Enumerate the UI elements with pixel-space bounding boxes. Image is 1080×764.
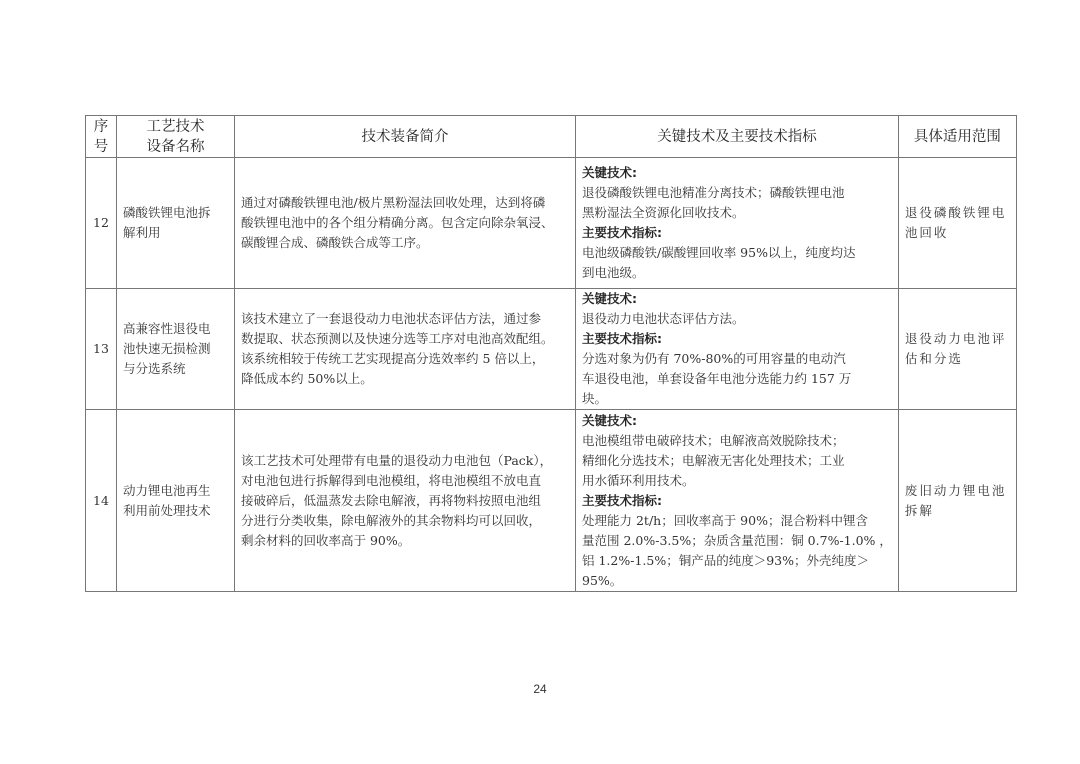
row-number: 13: [86, 289, 117, 410]
page-number: 24: [533, 682, 547, 696]
intro-line: 该系统相较于传统工艺实现提高分选效率约 5 倍以上，: [241, 351, 545, 366]
main-index-line: 分选对象为仍有 70%-80%的可用容量的电动汽: [582, 351, 846, 366]
intro-cell: [235, 410, 576, 592]
scope-line: 池回收: [904, 225, 949, 240]
intro-line: 对电池包进行拆解得到电池模组，将电池模组不放电直: [241, 472, 542, 488]
scope-line: 估和分选: [904, 351, 963, 366]
key-tech-label: 关键技术:: [582, 291, 637, 306]
header-intro: 技术装备简介: [235, 116, 576, 158]
header-name-line: 设备名称: [146, 138, 205, 155]
tech-name-line: 与分选系统: [123, 361, 186, 376]
main-index-line: 95%。: [582, 572, 623, 588]
header-name: [117, 116, 235, 158]
main-index-label: 主要技术指标:: [582, 331, 662, 346]
main-index-line: 块。: [582, 391, 608, 406]
tech-name-line: 利用前处理技术: [123, 502, 211, 518]
key-tech-cell: [576, 158, 899, 289]
key-tech-cell: [576, 289, 899, 410]
technology-table: [85, 115, 1017, 592]
intro-line: 碳酸锂合成、磷酸铁合成等工序。: [241, 235, 429, 250]
tech-name-line: 动力锂电池再生: [123, 482, 211, 498]
header-seq: [86, 116, 117, 158]
tech-name-cell: [117, 410, 235, 592]
intro-line: 数提取、状态预测以及快速分选等工序对电池高效配组。: [241, 331, 554, 346]
intro-line: 降低成本约 50%以上。: [241, 371, 373, 386]
tech-name-line: 池快速无损检测: [123, 341, 211, 356]
row-number: 12: [86, 158, 117, 289]
main-index-label: 主要技术指标:: [582, 492, 662, 508]
main-index-line: 量范围 2.0%-3.5%；杂质含量范围：铜 0.7%-1.0% ，: [582, 532, 892, 548]
intro-line: 通过对磷酸铁锂电池/极片黑粉湿法回收处理，达到将磷: [241, 195, 546, 210]
key-tech-line: 黑粉湿法全资源化回收技术。: [582, 205, 745, 220]
tech-name-line: 高兼容性退役电: [123, 321, 211, 336]
intro-line: 分进行分类收集，除电解液外的其余物料均可以回收，: [241, 512, 542, 528]
key-tech-cell: [576, 410, 899, 592]
header-row: [86, 116, 1017, 158]
scope-line: 拆解: [904, 502, 934, 518]
main-index-line: 铝 1.2%-1.5%；铜产品的纯度＞93%；外壳纯度＞: [582, 552, 869, 568]
tech-name-line: 磷酸铁锂电池拆: [123, 205, 211, 220]
key-tech-line: 退役动力电池状态评估方法。: [582, 311, 745, 326]
intro-line: 剩余材料的回收率高于 90%。: [241, 532, 411, 548]
intro-cell: [235, 158, 576, 289]
tech-name-line: 解利用: [123, 225, 161, 240]
key-tech-label: 关键技术:: [582, 165, 637, 180]
key-tech-line: 精细化分选技术；电解液无害化处理技术；工业: [582, 452, 845, 468]
main-index-line: 到电池级。: [582, 265, 645, 280]
header-seq-line: 号: [93, 138, 109, 155]
main-index-line: 电池级磷酸铁/碳酸锂回收率 95%以上，纯度均达: [582, 245, 856, 260]
main-index-line: 车退役电池，单套设备年电池分选能力约 157 万: [582, 371, 852, 386]
table-row: [86, 289, 1017, 410]
header-scope: 具体适用范围: [898, 116, 1016, 158]
scope-cell: [898, 410, 1016, 592]
intro-line: 接破碎后，低温蒸发去除电解液，再将物料按照电池组: [241, 492, 542, 508]
intro-line: 该工艺技术可处理带有电量的退役动力电池包（Pack），: [241, 452, 553, 468]
table-row: [86, 158, 1017, 289]
key-tech-line: 用水循环利用技术。: [582, 472, 695, 488]
tech-name-cell: [117, 158, 235, 289]
tech-name-cell: [117, 289, 235, 410]
intro-line: 该技术建立了一套退役动力电池状态评估方法，通过参: [241, 311, 542, 326]
header-name-line: 工艺技术: [146, 118, 205, 135]
scope-line: 废旧动力锂电池: [904, 482, 1007, 498]
scope-cell: [898, 158, 1016, 289]
scope-line: 退役磷酸铁锂电: [904, 205, 1007, 220]
header-seq-line: 序: [93, 118, 109, 135]
intro-line: 酸铁锂电池中的各个组分精确分离。包含定向除杂氧浸、: [241, 215, 554, 230]
key-tech-label: 关键技术:: [582, 412, 637, 428]
scope-line: 退役动力电池评: [904, 331, 1007, 346]
scope-cell: [898, 289, 1016, 410]
intro-cell: [235, 289, 576, 410]
header-key: 关键技术及主要技术指标: [576, 116, 899, 158]
key-tech-line: 电池模组带电破碎技术；电解液高效脱除技术；: [582, 432, 845, 448]
main-index-label: 主要技术指标:: [582, 225, 662, 240]
main-index-line: 处理能力 2t/h；回收率高于 90%；混合粉料中锂含: [582, 512, 868, 528]
table-row: [86, 410, 1017, 592]
row-number: 14: [86, 410, 117, 592]
key-tech-line: 退役磷酸铁锂电池精准分离技术；磷酸铁锂电池: [582, 185, 845, 200]
